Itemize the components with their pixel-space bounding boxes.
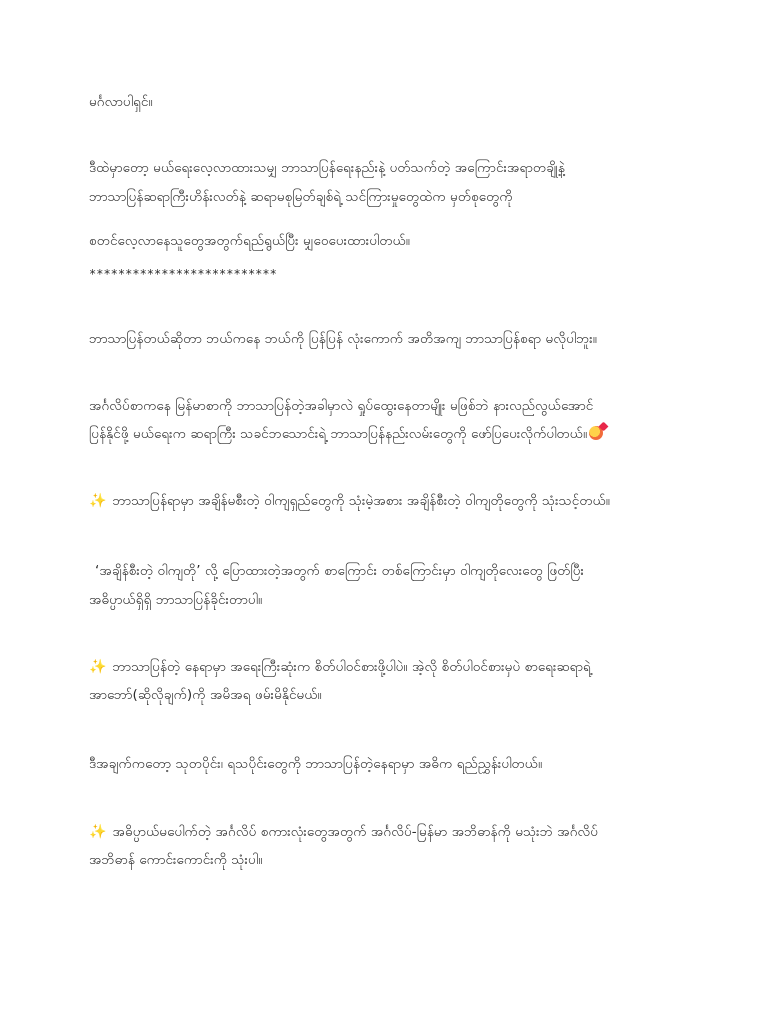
sparkle-icon: ✨ [89, 659, 107, 675]
tip-2-note: ဒီအချက်ကတော့ သုတပိုင်း၊ ရသပိုင်းတွေကို ဘာသာပြန်တဲ့နေရာမှာ အဓိက ရည်ညွှန်းပါတယ်။ [89, 756, 543, 772]
tip-1-note-line-1: ‘အချိန်စီးတဲ့ ဝါကျတို’ လို့ ပြောထားတဲ့အတွက် စာကြောင်း တစ်ကြောင်းမှာ ဝါကျတိုလေးတွေ ဖြတ်ပြီး [95, 563, 585, 579]
sparkle-icon: ✨ [89, 493, 107, 509]
tip-3-text: အဓိပ္ပာယ်မပေါက်တဲ့ အင်္ဂလိပ် စကားလုံးတွေအတွက် အင်္ဂလိပ်-မြန်မာ အဘိဓာန်ကို မသုံးဘဲ အင်္ဂလိပ် [112, 824, 599, 840]
tip-1-note-line-2: အဓိပ္ပာယ်ရှိရှိ ဘာသာပြန်ခိုင်းတာပါ။ [89, 592, 263, 608]
smiling-face-with-hearts-icon [589, 426, 603, 440]
tip-1 [89, 491, 610, 511]
sparkle-icon: ✨ [89, 824, 107, 840]
greeting-text: မင်္ဂလာပါရှင်။ [89, 94, 153, 110]
intro-line-3: စတင်လေ့လာနေသူတွေအတွက်ရည်ရွယ်ပြီး မျှဝေပေးထားပါတယ်။ [89, 233, 410, 249]
tip-2-line-1 [89, 657, 591, 677]
paragraph-method-line-1: အင်္ဂလိပ်စာကနေ မြန်မာစာကို ဘာသာပြန်တဲ့အခါမှာလဲ ရှုပ်ထွေးနေတာမျိုး မဖြစ်ဘဲ နားလည်လွယ်အောင် [89, 398, 594, 414]
tip-1-text: ဘာသာပြန်ရာမှာ အချိန်မစီးတဲ့ ဝါကျရှည်တွေကို သုံးမဲ့အစား အချိန်စီးတဲ့ ဝါကျတိုတွေကို သုံးသင့်တယ်။ [112, 493, 610, 509]
tip-2-text: ဘာသာပြန်တဲ့ နေရာမှာ အရေးကြီးဆုံးက စိတ်ပါဝင်စားဖို့ပါပဲ။ အဲ့လို စိတ်ပါဝင်စားမှပဲ စာရေးဆရာရဲ့ [112, 659, 591, 675]
intro-line-1: ဒီထဲမှာတော့ မယ်ရေးလေ့လာထားသမျှ ဘာသာပြန်ရေးနည်းနဲ့ ပတ်သက်တဲ့ အကြောင်းအရာတချို့နဲ့ [89, 160, 565, 176]
separator-stars: ************************** [89, 267, 277, 281]
paragraph-translation-principle: ဘာသာပြန်တယ်ဆိုတာ ဘယ်ကနေ ဘယ်ကို ပြန်ပြန် လုံးကောက် အတိအကျ ဘာသာပြန်စရာ မလိုပါဘူး။ [89, 331, 597, 347]
tip-3-line-2: အဘိဓာန် ကောင်းကောင်းကို သုံးပါ။ [89, 852, 263, 868]
paragraph-method-line-2-text: ပြန်နိုင်ဖို့ မယ်ရေးက ဆရာကြီး သခင်ဘသောင်းရဲ့ ဘာသာပြန်နည်းလမ်းတွေကို ဖော်ပြပေးလိုက်ပါတယ်။ [89, 426, 588, 442]
tip-2-line-2: အာဘော်(ဆိုလိုချက်)ကို အမိအရ ဖမ်းမိနိုင်မယ်။ [89, 687, 322, 703]
tip-3-line-1 [89, 822, 598, 842]
intro-line-2: ဘာသာပြန်ဆရာကြီးဟိန်းလတ်နဲ့ ဆရာမစုမြတ်ချစ်ရဲ့ သင်ကြားမှုတွေထဲက မှတ်စုတွေကို [89, 189, 513, 205]
paragraph-method-line-2 [89, 424, 603, 444]
